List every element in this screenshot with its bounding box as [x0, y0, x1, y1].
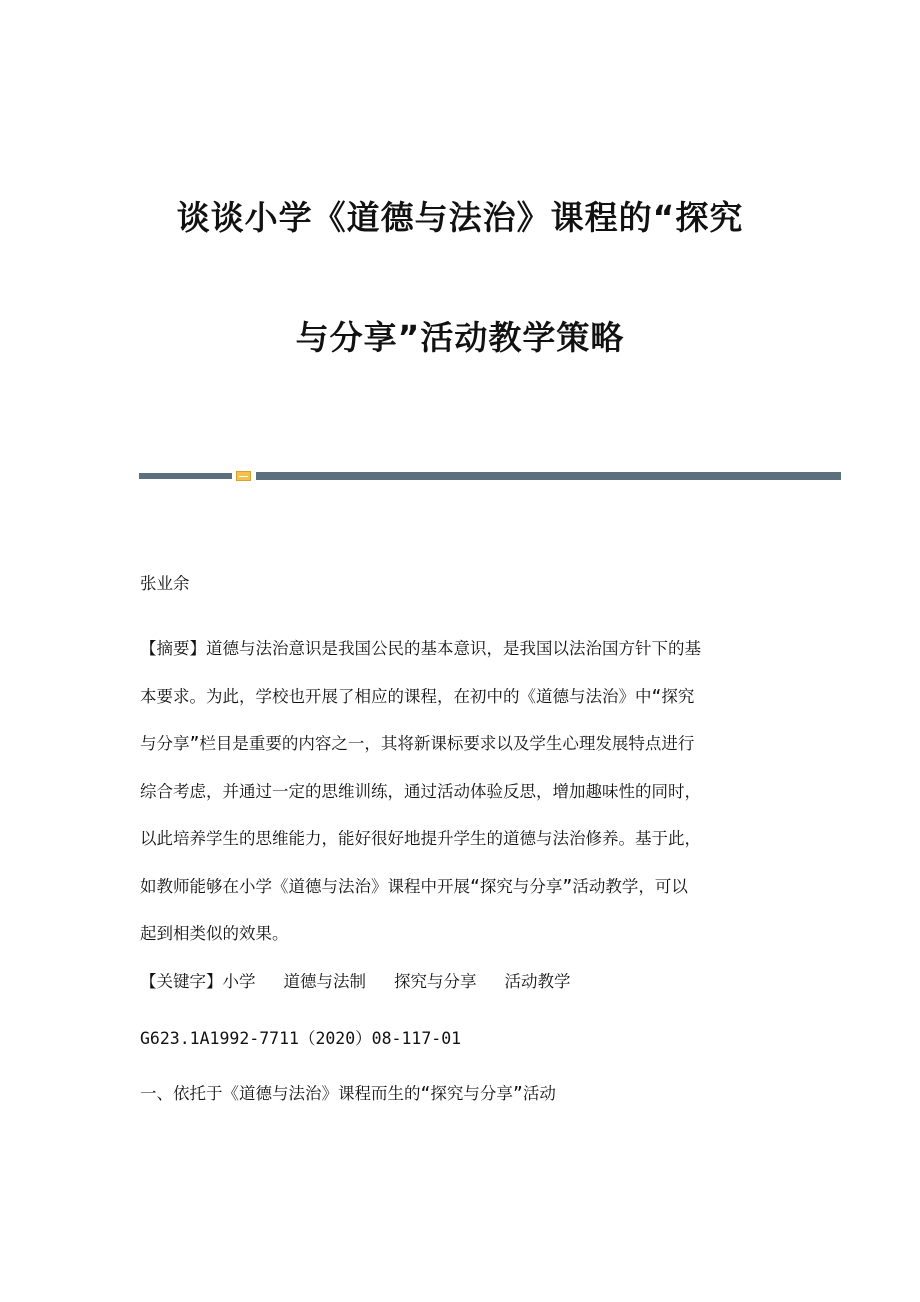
keywords-label: 【关键字】 [140, 972, 223, 991]
abstract-line: 起到相类似的效果。 [140, 924, 289, 943]
keywords-line [140, 968, 599, 992]
divider-left-bar [139, 473, 232, 479]
abstract-line: 【摘要】道德与法治意识是我国公民的基本意识，是我国以法治国方针下的基 [140, 639, 701, 658]
abstract-line: 以此培养学生的思维能力，能好很好地提升学生的道德与法治修养。基于此， [140, 829, 701, 848]
divider-ornament-icon [236, 471, 251, 481]
keyword: 道德与法制 [283, 972, 366, 991]
abstract-line: 与分享”栏目是重要的内容之一，其将新课标要求以及学生心理发展特点进行 [140, 734, 695, 753]
document-title-line-2: 与分享”活动教学策略 [295, 318, 625, 357]
author-name: 张业余 [140, 574, 190, 593]
abstract-line: 本要求。为此，学校也开展了相应的课程，在初中的《道德与法治》中“探究 [140, 686, 695, 706]
keyword: 小学 [222, 972, 256, 991]
title-divider [139, 471, 841, 480]
section-heading: 一、依托于《道德与法治》课程而生的“探究与分享”活动 [140, 1084, 556, 1103]
classification-code: G623.1A1992-7711（2020）08-117-01 [140, 1029, 462, 1048]
keyword: 探究与分享 [394, 972, 477, 991]
abstract-line: 如教师能够在小学《道德与法治》课程中开展“探究与分享”活动教学，可以 [140, 876, 688, 896]
keyword: 活动教学 [504, 972, 571, 991]
abstract-paragraph [140, 625, 780, 958]
abstract-line: 综合考虑，并通过一定的思维训练，通过活动体验反思，增加趣味性的同时， [140, 781, 701, 801]
divider-right-bar [256, 472, 841, 480]
document-title-line-1: 谈谈小学《道德与法治》课程的“探究 [176, 198, 744, 237]
